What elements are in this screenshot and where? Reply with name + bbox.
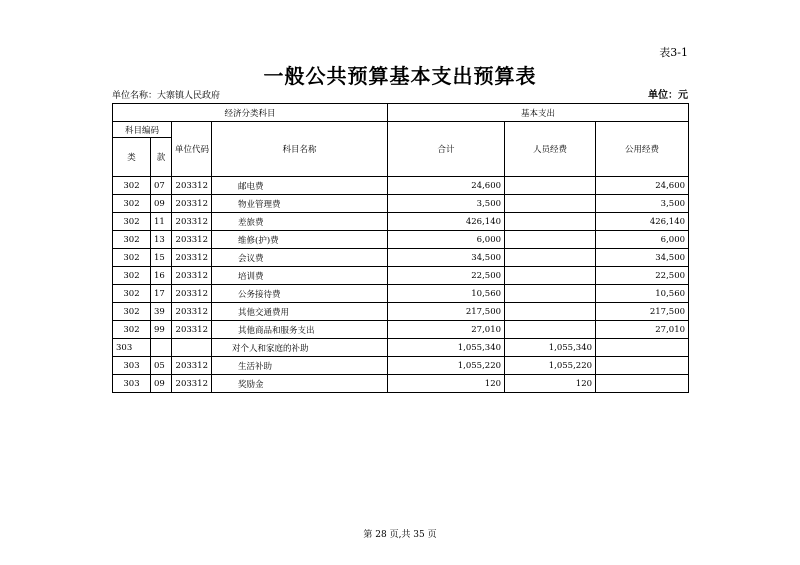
cell-subject-name: 对个人和家庭的补助 [212, 339, 388, 357]
cell-lei: 302 [113, 195, 151, 213]
cell-subject-name: 培训费 [212, 267, 388, 285]
cell-unit-code: 203312 [172, 249, 212, 267]
table-row [113, 357, 689, 375]
cell-lei: 303 [113, 357, 151, 375]
cell-kuan: 13 [151, 231, 172, 249]
table-row [113, 375, 689, 393]
cell-kuan: 16 [151, 267, 172, 285]
cell-unit-code: 203312 [172, 177, 212, 195]
cell-total: 120 [388, 375, 505, 393]
unit-name: 单位名称：大寨镇人民政府 [112, 91, 221, 101]
cell-kuan: 11 [151, 213, 172, 231]
cell-kuan: 39 [151, 303, 172, 321]
cell-public: 426,140 [596, 213, 689, 231]
cell-subject-name: 其他交通费用 [212, 303, 388, 321]
cell-subject-name: 物业管理费 [212, 195, 388, 213]
cell-kuan: 15 [151, 249, 172, 267]
cell-lei: 302 [113, 231, 151, 249]
cell-public: 3,500 [596, 195, 689, 213]
cell-subject-name: 邮电费 [212, 177, 388, 195]
cell-public [596, 357, 689, 375]
cell-kuan: 05 [151, 357, 172, 375]
cell-kuan [151, 339, 172, 357]
header-unit-code: 单位代码 [172, 122, 212, 177]
cell-total: 10,560 [388, 285, 505, 303]
cell-total: 1,055,220 [388, 357, 505, 375]
budget-table [112, 103, 689, 393]
cell-lei: 302 [113, 267, 151, 285]
cell-kuan: 17 [151, 285, 172, 303]
cell-unit-code: 203312 [172, 231, 212, 249]
cell-subject-name: 维修(护)费 [212, 231, 388, 249]
unit-label: 单位：元 [648, 90, 688, 101]
cell-kuan: 09 [151, 195, 172, 213]
cell-total: 34,500 [388, 249, 505, 267]
cell-subject-name: 奖励金 [212, 375, 388, 393]
cell-public: 27,010 [596, 321, 689, 339]
cell-kuan: 07 [151, 177, 172, 195]
header-kuan: 款 [151, 138, 172, 177]
table-row [113, 285, 689, 303]
cell-personnel [505, 213, 596, 231]
cell-personnel [505, 195, 596, 213]
cell-total: 3,500 [388, 195, 505, 213]
cell-personnel: 120 [505, 375, 596, 393]
header-personnel: 人员经费 [505, 122, 596, 177]
cell-total: 22,500 [388, 267, 505, 285]
cell-unit-code: 203312 [172, 357, 212, 375]
cell-unit-code: 203312 [172, 267, 212, 285]
cell-lei: 302 [113, 321, 151, 339]
cell-subject-name: 其他商品和服务支出 [212, 321, 388, 339]
cell-public: 34,500 [596, 249, 689, 267]
cell-subject-name: 生活补助 [212, 357, 388, 375]
table-row [113, 249, 689, 267]
header-subject-name: 科目名称 [212, 122, 388, 177]
cell-total: 27,010 [388, 321, 505, 339]
cell-unit-code: 203312 [172, 285, 212, 303]
cell-personnel [505, 249, 596, 267]
cell-personnel: 1,055,220 [505, 357, 596, 375]
cell-lei: 303 [113, 375, 151, 393]
cell-subject-name: 会议费 [212, 249, 388, 267]
header-econ-category: 经济分类科目 [113, 104, 388, 122]
cell-unit-code [172, 339, 212, 357]
cell-public [596, 339, 689, 357]
cell-unit-code: 203312 [172, 375, 212, 393]
cell-personnel [505, 177, 596, 195]
cell-subject-name: 差旅费 [212, 213, 388, 231]
header-subject-code: 科目编码 [113, 122, 172, 138]
cell-public: 217,500 [596, 303, 689, 321]
cell-lei: 302 [113, 249, 151, 267]
cell-personnel [505, 285, 596, 303]
page-footer: 第 28 页,共 35 页 [363, 530, 437, 540]
table-row [113, 195, 689, 213]
table-row [113, 213, 689, 231]
table-row [113, 177, 689, 195]
header-public: 公用经费 [596, 122, 689, 177]
table-row [113, 267, 689, 285]
cell-subject-name: 公务接待费 [212, 285, 388, 303]
header-lei: 类 [113, 138, 151, 177]
cell-personnel [505, 267, 596, 285]
cell-lei: 302 [113, 303, 151, 321]
cell-lei: 302 [113, 285, 151, 303]
table-row [113, 321, 689, 339]
cell-personnel [505, 303, 596, 321]
cell-public: 6,000 [596, 231, 689, 249]
table-row [113, 231, 689, 249]
cell-unit-code: 203312 [172, 303, 212, 321]
cell-lei: 303 [113, 339, 151, 357]
cell-personnel [505, 231, 596, 249]
cell-unit-code: 203312 [172, 321, 212, 339]
cell-total: 1,055,340 [388, 339, 505, 357]
cell-unit-code: 203312 [172, 195, 212, 213]
cell-kuan: 99 [151, 321, 172, 339]
cell-personnel: 1,055,340 [505, 339, 596, 357]
cell-total: 24,600 [388, 177, 505, 195]
cell-public: 10,560 [596, 285, 689, 303]
cell-personnel [505, 321, 596, 339]
cell-lei: 302 [113, 213, 151, 231]
page-title: 一般公共预算基本支出预算表 [263, 64, 537, 88]
cell-public: 24,600 [596, 177, 689, 195]
cell-kuan: 09 [151, 375, 172, 393]
cell-public [596, 375, 689, 393]
cell-total: 6,000 [388, 231, 505, 249]
table-row [113, 339, 689, 357]
cell-total: 217,500 [388, 303, 505, 321]
cell-public: 22,500 [596, 267, 689, 285]
cell-total: 426,140 [388, 213, 505, 231]
cell-unit-code: 203312 [172, 213, 212, 231]
table-id: 表3-1 [659, 46, 688, 59]
cell-lei: 302 [113, 177, 151, 195]
table-row [113, 303, 689, 321]
header-basic-expense: 基本支出 [388, 104, 689, 122]
header-total: 合计 [388, 122, 505, 177]
